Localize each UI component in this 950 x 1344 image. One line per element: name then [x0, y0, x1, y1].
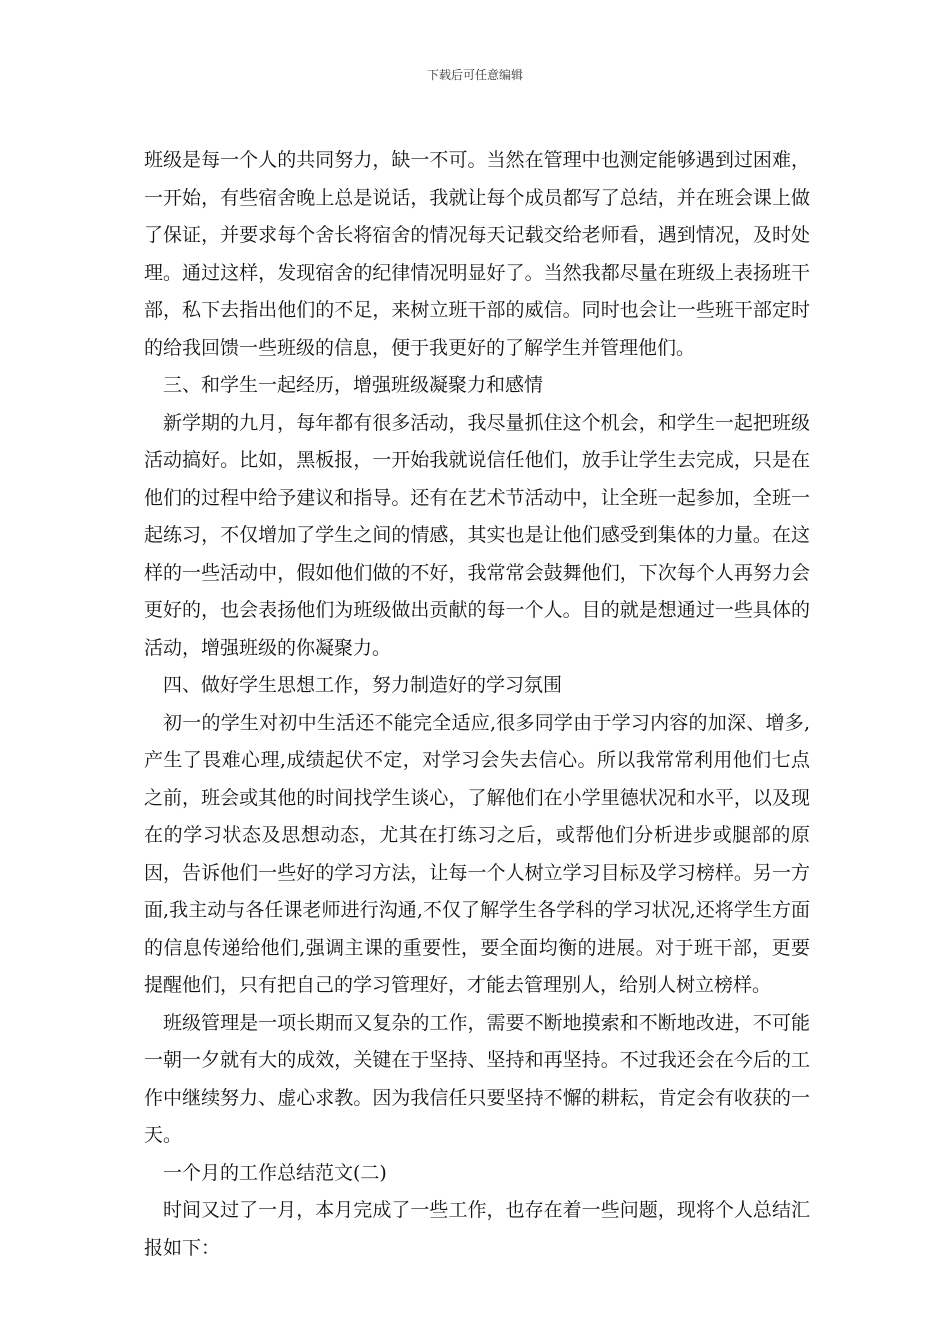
paragraph-monthly-intro: 时间又过了一月，本月完成了一些工作，也存在着一些问题，现将个人总结汇报如下： [144, 1199, 810, 1259]
section-heading-four: 四、做好学生思想工作，努力制造好的学习氛围 [163, 674, 563, 696]
paragraph-dormitory-management: 班级是每一个人的共同努力，缺一不可。当然在管理中也测定能够遇到过困难，一开始，有些宿舍晚上总是说话，我就让每个成员都写了总结，并在班会课上做了保证，并要求每个舍长将宿舍的情况每天记载交给老师看，遇到情况，及时处理。通过这样，发现宿舍的纪律情况明显好了。当然我都尽量在班级上表扬班干部，私下去指出他们的不足，来树立班干部的威信。同时也会让一些班干部定时的给我回馈一些班级的信息，便于我更好的了解学生并管理他们。 [144, 149, 810, 359]
paragraph-student-thinking: 初一的学生对初中生活还不能完全适应,很多同学由于学习内容的加深、增多,产生了畏难心理,成绩起伏不定，对学习会失去信心。所以我常常利用他们七点之前，班会或其他的时间找学生谈心，了解他们在小学里德状况和水平，以及现在的学习状态及思想动态，尤其在打练习之后，或帮他们分析进步或腿部的原因，告诉他们一些好的学习方法，让每一个人树立学习目标及学习榜样。另一方面,我主动与各任课老师进行沟通,不仅了解学生各学科的学习状况,还将学生方面的信息传递给他们,强调主课的重要性，要全面均衡的进展。对于班干部，更要提醒他们，只有把自己的学习管理好，才能去管理别人，给别人树立榜样。 [144, 711, 810, 996]
document-body [144, 142, 810, 1267]
sample-title-two: 一个月的工作总结范文(二) [163, 1161, 387, 1184]
paragraph-class-activities: 新学期的九月，每年都有很多活动，我尽量抓住这个机会，和学生一起把班级活动搞好。比如，黑板报，一开始我就说信任他们，放手让学生去完成，只是在他们的过程中给予建议和指导。还有在艺术节活动中，让全班一起参加，全班一起练习，不仅增加了学生之间的情感，其实也是让他们感受到集体的力量。在这样的一些活动中，假如他们做的不好，我常常会鼓舞他们，下次每个人再努力会更好的，也会表扬他们为班级做出贡献的每一个人。目的就是想通过一些具体的活动，增强班级的你凝聚力。 [144, 411, 810, 659]
page-header: 下载后可任意编辑 [426, 68, 523, 82]
section-heading-three: 三、和学生一起经历，增强班级凝聚力和感情 [163, 374, 544, 396]
paragraph-conclusion: 班级管理是一项长期而又复杂的工作，需要不断地摸索和不断地改进，不可能一朝一夕就有大的成效，关键在于坚持、坚持和再坚持。不过我还会在今后的工作中继续努力、虚心求教。因为我信任只要坚持不懈的耕耘，肯定会有收获的一天。 [144, 1011, 810, 1146]
